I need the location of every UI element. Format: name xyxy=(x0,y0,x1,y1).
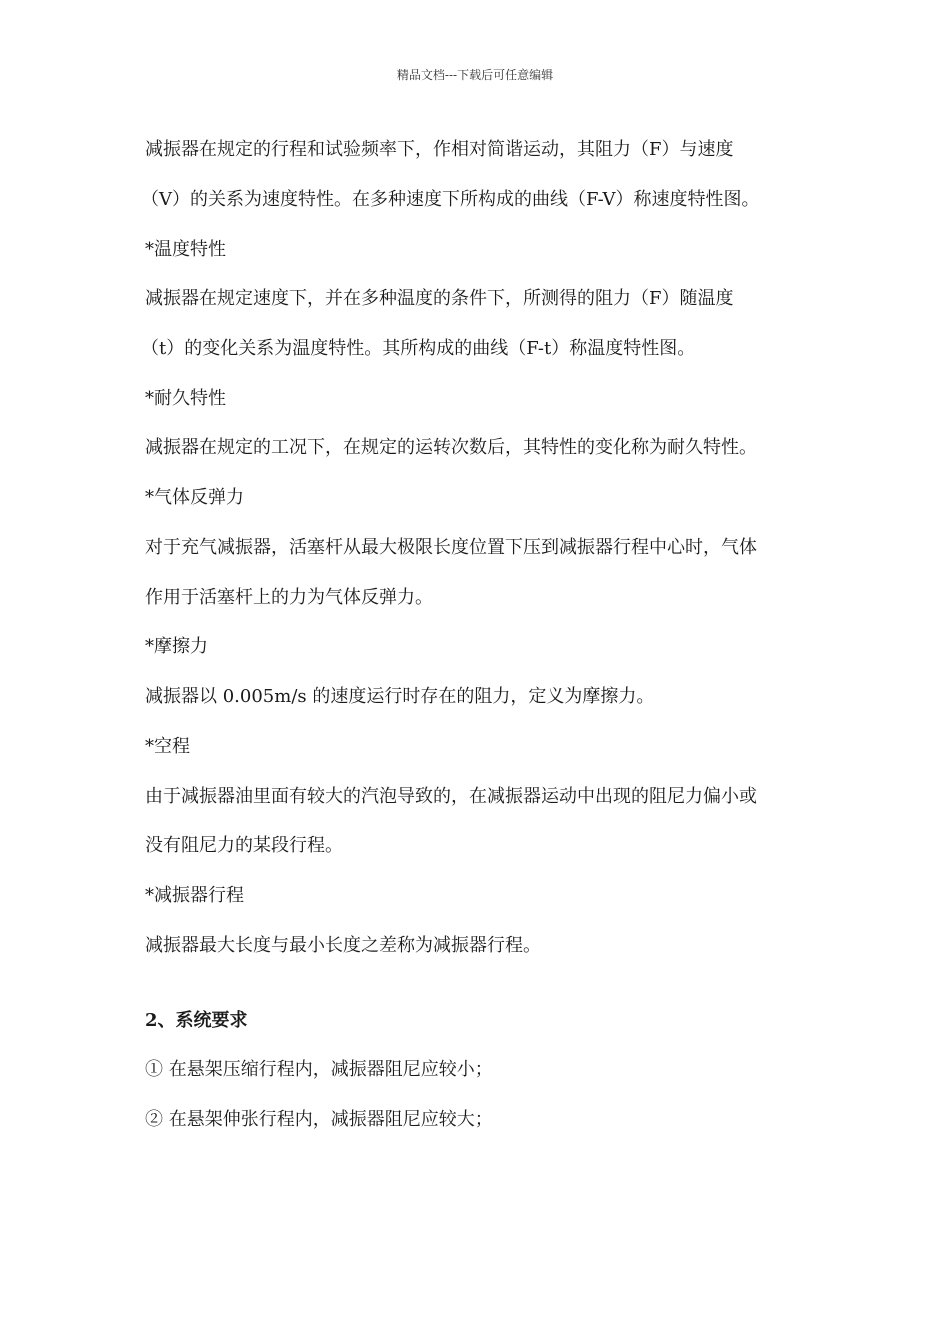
paragraph-line: 由于减振器油里面有较大的汽泡导致的，在减振器运动中出现的阻尼力偏小或 xyxy=(145,786,757,807)
section-title: 2、系统要求 xyxy=(145,1010,248,1031)
paragraph-line: 对于充气减振器，活塞杆从最大极限长度位置下压到减振器行程中心时，气体 xyxy=(145,537,757,558)
term-heading: *空程 xyxy=(145,736,190,757)
page-header: 精品文档---下载后可任意编辑 xyxy=(396,68,554,82)
list-item: ② 在悬架伸张行程内，减振器阻尼应较大； xyxy=(145,1109,493,1130)
paragraph-line: （t）的变化关系为温度特性。其所构成的曲线（F-t）称温度特性图。 xyxy=(141,338,696,359)
term-heading: *耐久特性 xyxy=(145,388,226,409)
term-heading: *温度特性 xyxy=(145,239,226,260)
paragraph-line: （V）的关系为速度特性。在多种速度下所构成的曲线（F-V）称速度特性图。 xyxy=(141,189,760,210)
paragraph-line: 减振器在规定的工况下，在规定的运转次数后，其特性的变化称为耐久特性。 xyxy=(145,437,757,458)
paragraph-line: 减振器最大长度与最小长度之差称为减振器行程。 xyxy=(145,935,541,956)
paragraph-line: 减振器在规定速度下，并在多种温度的条件下，所测得的阻力（F）随温度 xyxy=(145,288,734,309)
list-item: ① 在悬架压缩行程内，减振器阻尼应较小； xyxy=(145,1059,493,1080)
paragraph-line: 减振器以 0.005m/s 的速度运行时存在的阻力，定义为摩擦力。 xyxy=(145,686,655,707)
paragraph-line: 没有阻尼力的某段行程。 xyxy=(145,835,343,856)
term-heading: *气体反弹力 xyxy=(145,487,244,508)
term-heading: *摩擦力 xyxy=(145,636,208,657)
term-heading: *减振器行程 xyxy=(145,885,244,906)
paragraph-line: 作用于活塞杆上的力为气体反弹力。 xyxy=(145,587,433,608)
paragraph-line: 减振器在规定的行程和试验频率下，作相对简谐运动，其阻力（F）与速度 xyxy=(145,139,734,160)
